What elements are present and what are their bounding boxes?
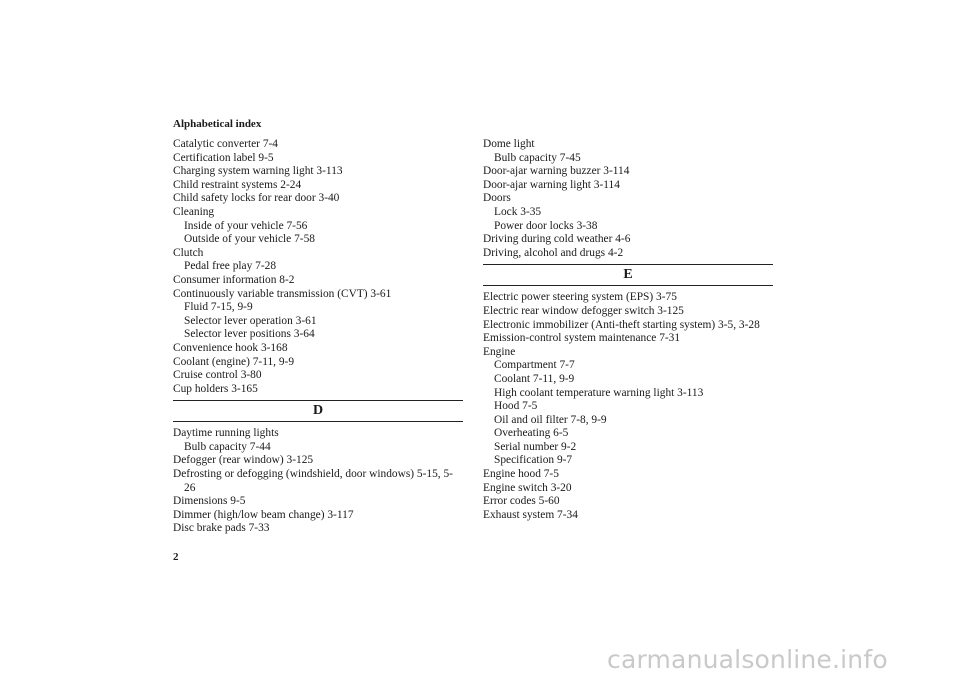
index-subentry: Lock 3-35 bbox=[494, 205, 542, 218]
index-entry: Child safety locks for rear door 3-40 bbox=[173, 192, 340, 205]
index-entry: Driving during cold weather 4-6 bbox=[483, 233, 631, 246]
index-entry: Engine hood 7-5 bbox=[483, 468, 559, 481]
section-letter-d: D bbox=[173, 400, 463, 422]
index-entry: Cup holders 3-165 bbox=[173, 382, 258, 395]
index-subentry: Outside of your vehicle 7-58 bbox=[184, 233, 315, 246]
index-subentry: Hood 7-5 bbox=[494, 400, 538, 413]
index-entry: Electric rear window defogger switch 3-125 bbox=[483, 304, 684, 317]
index-subentry: Pedal free play 7-28 bbox=[184, 260, 277, 273]
index-subentry: Compartment 7-7 bbox=[494, 359, 575, 372]
index-entry: Daytime running lights bbox=[173, 427, 279, 440]
index-subentry: Inside of your vehicle 7-56 bbox=[184, 219, 308, 232]
index-subentry: Serial number 9-2 bbox=[494, 440, 577, 453]
index-column-left bbox=[173, 138, 463, 536]
index-entry: Dome light bbox=[483, 138, 535, 150]
index-entry: Continuously variable transmission (CVT) 3-61 bbox=[173, 287, 392, 300]
index-subentry: Bulb capacity 7-44 bbox=[184, 440, 271, 453]
index-entry: Defogger (rear window) 3-125 bbox=[173, 454, 314, 467]
index-subentry: Fluid 7-15, 9-9 bbox=[184, 301, 253, 314]
index-subentry: Overheating 6-5 bbox=[494, 427, 569, 440]
index-entry-text: Defrosting or defogging (windshield, door windows) 5-15, 5- bbox=[173, 468, 453, 481]
index-entry: Error codes 5-60 bbox=[483, 495, 560, 508]
index-entry: Certification label 9-5 bbox=[173, 151, 274, 164]
index-entry: Consumer information 8-2 bbox=[173, 273, 295, 286]
page-header: Alphabetical index bbox=[173, 118, 262, 130]
index-subentry: Coolant 7-11, 9-9 bbox=[494, 372, 575, 385]
index-entry: Catalytic converter 7-4 bbox=[173, 138, 279, 150]
index-entry: Exhaust system 7-34 bbox=[483, 508, 578, 521]
index-entry: Electronic immobilizer (Anti-theft starting system) 3-5, 3-28 bbox=[483, 318, 760, 331]
index-entry: Charging system warning light 3-113 bbox=[173, 165, 343, 178]
index-entry: Cleaning bbox=[173, 205, 215, 218]
index-entry: Doors bbox=[483, 192, 511, 205]
index-entry: Coolant (engine) 7-11, 9-9 bbox=[173, 355, 295, 368]
index-entry: Engine bbox=[483, 345, 516, 358]
section-letter-e: E bbox=[483, 264, 773, 286]
index-entry: Clutch bbox=[173, 246, 204, 259]
index-entry: Child restraint systems 2-24 bbox=[173, 178, 302, 191]
index-entry: Dimmer (high/low beam change) 3-117 bbox=[173, 508, 354, 521]
index-entry: Door-ajar warning light 3-114 bbox=[483, 178, 620, 191]
index-entry: Door-ajar warning buzzer 3-114 bbox=[483, 165, 630, 178]
index-entry: Driving, alcohol and drugs 4-2 bbox=[483, 246, 624, 259]
index-subentry: Oil and oil filter 7-8, 9-9 bbox=[494, 413, 607, 426]
index-column-right bbox=[483, 138, 773, 522]
index-entry: Dimensions 9-5 bbox=[173, 495, 246, 508]
index-subentry: Bulb capacity 7-45 bbox=[494, 151, 581, 164]
watermark: carmanualsonline.info bbox=[607, 645, 888, 674]
index-entry: Cruise control 3-80 bbox=[173, 369, 262, 382]
index-entry: Engine switch 3-20 bbox=[483, 481, 572, 494]
index-subentry: Power door locks 3-38 bbox=[494, 219, 598, 232]
index-entry: Emission-control system maintenance 7-31 bbox=[483, 332, 681, 345]
index-entry-continuation: 26 bbox=[184, 481, 196, 494]
page-number: 2 bbox=[173, 551, 179, 563]
index-entry-wrapped bbox=[173, 468, 463, 495]
index-subentry: Selector lever operation 3-61 bbox=[184, 314, 317, 327]
index-subentry: Selector lever positions 3-64 bbox=[184, 328, 315, 341]
index-entry: Disc brake pads 7-33 bbox=[173, 522, 270, 535]
index-subentry: Specification 9-7 bbox=[494, 454, 573, 467]
index-subentry: High coolant temperature warning light 3-113 bbox=[494, 386, 704, 399]
index-entry: Convenience hook 3-168 bbox=[173, 341, 288, 354]
index-entry: Electric power steering system (EPS) 3-75 bbox=[483, 291, 677, 304]
